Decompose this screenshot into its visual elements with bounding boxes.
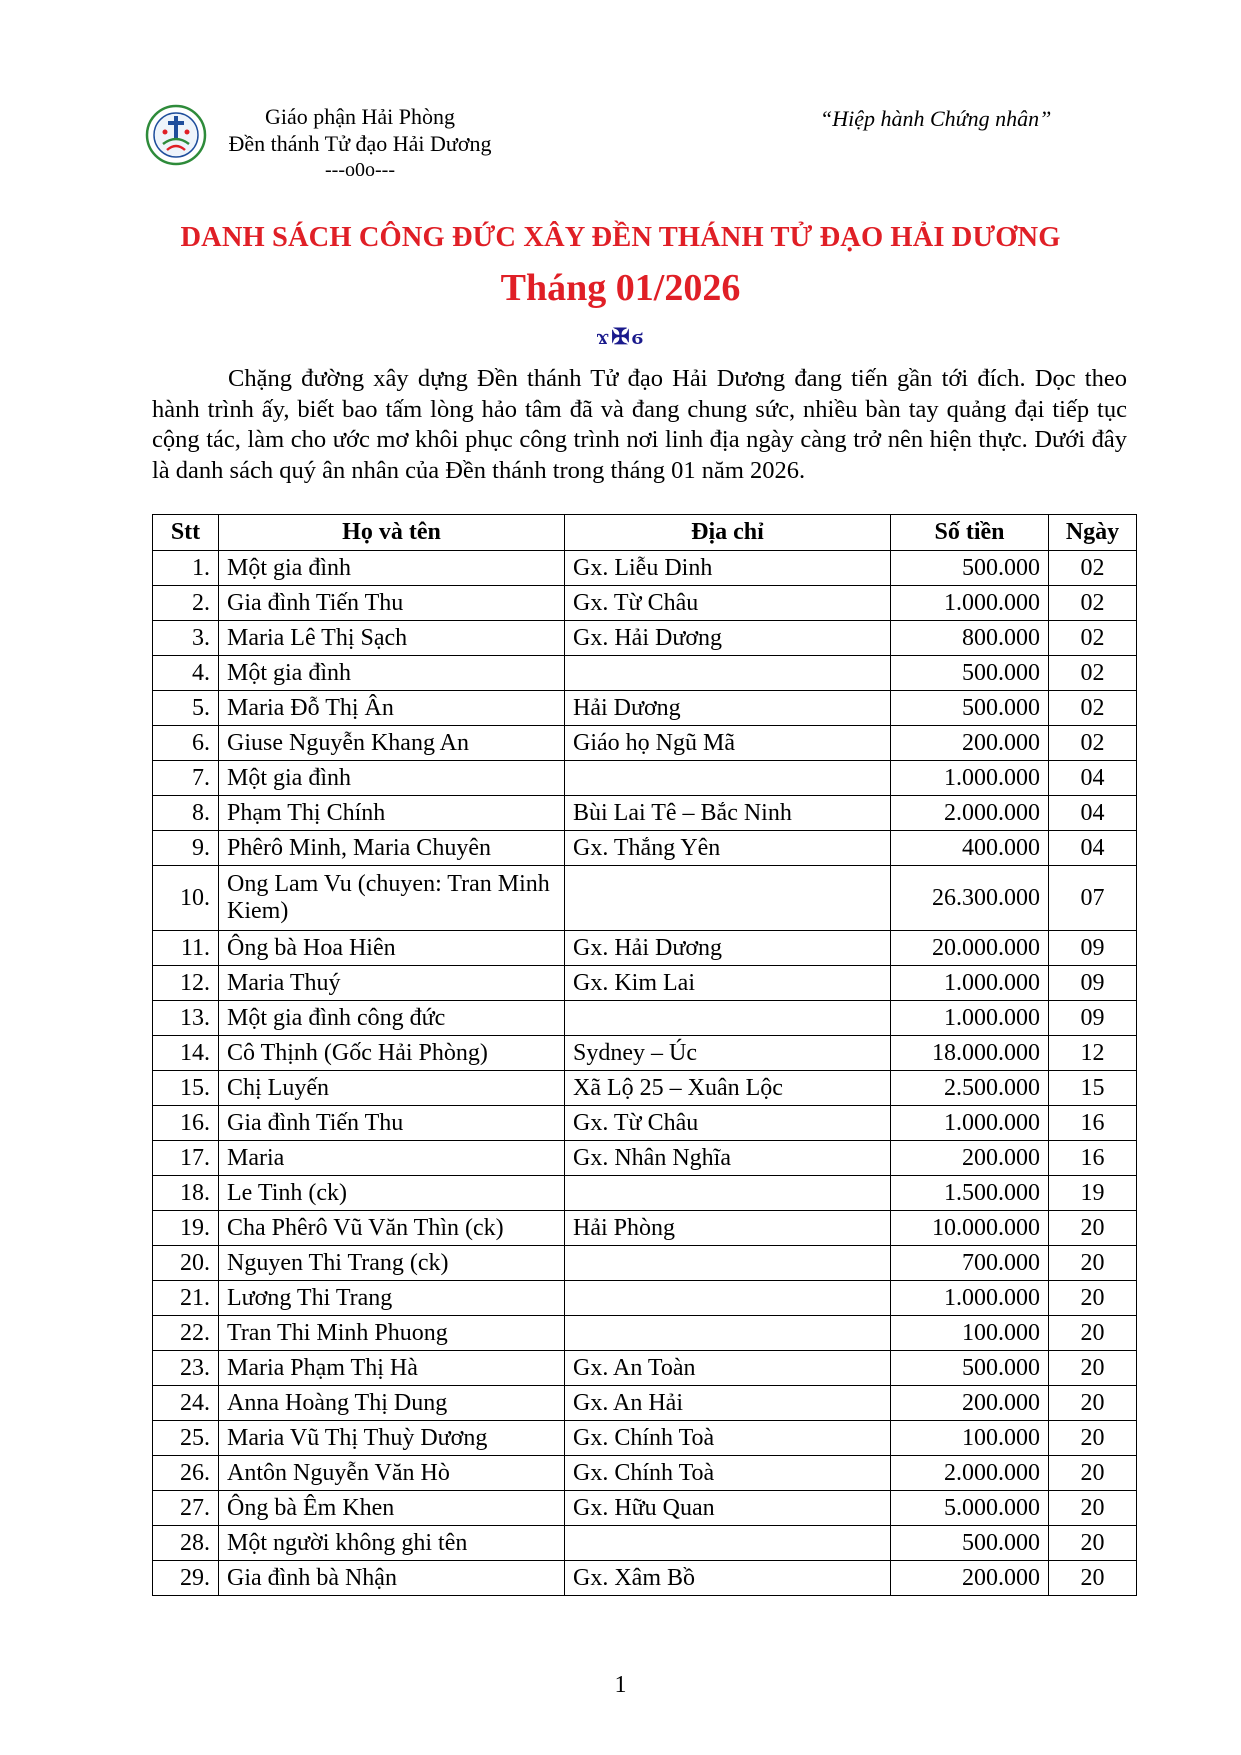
cell-stt: 5.	[153, 691, 219, 726]
cell-name: Một gia đình	[219, 761, 565, 796]
table-row	[153, 1281, 1137, 1316]
cell-day: 20	[1049, 1281, 1137, 1316]
header-separator: ---o0o---	[325, 159, 395, 181]
cell-day: 02	[1049, 691, 1137, 726]
cell-address: Gx. Hải Dương	[565, 621, 891, 656]
cell-amount: 1.000.000	[891, 966, 1049, 1001]
cell-stt: 25.	[153, 1421, 219, 1456]
document-subtitle: Tháng 01/2026	[500, 267, 741, 309]
cell-address: Hải Dương	[565, 691, 891, 726]
cell-name: Ông bà Êm Khen	[219, 1491, 565, 1526]
cell-address: Gx. Thắng Yên	[565, 831, 891, 866]
cell-stt: 22.	[153, 1316, 219, 1351]
shrine-name: Đền thánh Tử đạo Hải Dương	[228, 131, 492, 156]
intro-paragraph: Chặng đường xây dựng Đền thánh Tử đạo Hải Dương đang tiến gần tới đích. Dọc theo hành trình ấy, biết bao tấm lòng hảo tâm đã và đang chung sức, nhiều bàn tay quảng đại tiếp tục cộng tác, làm cho ước mơ khôi phục công trình nơi linh địa ngày càng trở nên hiện thực. Dưới đây là danh sách quý ân nhân của Đền thánh trong tháng 01 năm 2026.	[152, 365, 1127, 484]
cell-day: 12	[1049, 1036, 1137, 1071]
cell-address: Gx. Nhân Nghĩa	[565, 1141, 891, 1176]
cell-day: 19	[1049, 1176, 1137, 1211]
cell-amount: 1.000.000	[891, 1106, 1049, 1141]
donor-table-body	[153, 551, 1137, 1596]
cell-address	[565, 1246, 891, 1281]
header-stt: Stt	[153, 515, 219, 551]
cell-name: Một gia đình	[219, 656, 565, 691]
cell-name: Gia đình Tiến Thu	[219, 1106, 565, 1141]
diocese-name: Giáo phận Hải Phòng	[264, 104, 456, 129]
table-row	[153, 1386, 1137, 1421]
cell-stt: 16.	[153, 1106, 219, 1141]
cell-stt: 28.	[153, 1526, 219, 1561]
cell-address: Gx. Hải Dương	[565, 931, 891, 966]
cell-day: 20	[1049, 1456, 1137, 1491]
cell-day: 02	[1049, 726, 1137, 761]
cell-name: Gia đình bà Nhận	[219, 1561, 565, 1596]
cell-amount: 500.000	[891, 1351, 1049, 1386]
table-row	[153, 691, 1137, 726]
cell-name: Một gia đình công đức	[219, 1001, 565, 1036]
cell-amount: 500.000	[891, 656, 1049, 691]
table-row	[153, 1036, 1137, 1071]
cell-day: 20	[1049, 1561, 1137, 1596]
table-row	[153, 1526, 1137, 1561]
cell-name: Maria Lê Thị Sạch	[219, 621, 565, 656]
cell-amount: 10.000.000	[891, 1211, 1049, 1246]
cell-day: 02	[1049, 586, 1137, 621]
cell-amount: 500.000	[891, 691, 1049, 726]
cell-stt: 11.	[153, 931, 219, 966]
cell-stt: 6.	[153, 726, 219, 761]
cell-day: 09	[1049, 966, 1137, 1001]
cell-name: Phạm Thị Chính	[219, 796, 565, 831]
cell-address: Gx. Từ Châu	[565, 1106, 891, 1141]
cell-stt: 14.	[153, 1036, 219, 1071]
cell-stt: 21.	[153, 1281, 219, 1316]
cell-stt: 20.	[153, 1246, 219, 1281]
cell-stt: 3.	[153, 621, 219, 656]
cell-name: Maria Thuý	[219, 966, 565, 1001]
cell-amount: 1.000.000	[891, 1281, 1049, 1316]
cell-amount: 18.000.000	[891, 1036, 1049, 1071]
cell-address: Gx. Xâm Bồ	[565, 1561, 891, 1596]
cell-amount: 2.000.000	[891, 796, 1049, 831]
cell-address: Bùi Lai Tê – Bắc Ninh	[565, 796, 891, 831]
table-row	[153, 1491, 1137, 1526]
cell-name: Giuse Nguyễn Khang An	[219, 726, 565, 761]
cell-day: 20	[1049, 1386, 1137, 1421]
cell-amount: 1.000.000	[891, 1001, 1049, 1036]
cell-name: Tran Thi Minh Phuong	[219, 1316, 565, 1351]
cell-address: Gx. An Hải	[565, 1386, 891, 1421]
cell-address	[565, 1316, 891, 1351]
cell-stt: 29.	[153, 1561, 219, 1596]
page-number: 1	[614, 1672, 627, 1698]
cell-address	[565, 1281, 891, 1316]
cell-amount: 200.000	[891, 1141, 1049, 1176]
cell-amount: 100.000	[891, 1421, 1049, 1456]
cell-address: Gx. Kim Lai	[565, 966, 891, 1001]
ornament-divider: ϫ✠ϭ	[595, 324, 646, 349]
cell-amount: 500.000	[891, 551, 1049, 586]
cell-amount: 200.000	[891, 726, 1049, 761]
table-row	[153, 931, 1137, 966]
header-left	[200, 103, 520, 184]
motto: “Hiệp hành Chứng nhân”	[820, 106, 1052, 131]
cell-address	[565, 761, 891, 796]
cell-amount: 1.500.000	[891, 1176, 1049, 1211]
table-row	[153, 1001, 1137, 1036]
cell-name: Một người không ghi tên	[219, 1526, 565, 1561]
cell-amount: 400.000	[891, 831, 1049, 866]
header-amount: Số tiền	[891, 515, 1049, 551]
cell-day: 16	[1049, 1141, 1137, 1176]
cell-day: 04	[1049, 761, 1137, 796]
cell-stt: 17.	[153, 1141, 219, 1176]
cell-stt: 23.	[153, 1351, 219, 1386]
cell-amount: 1.000.000	[891, 761, 1049, 796]
cell-day: 20	[1049, 1491, 1137, 1526]
cell-amount: 100.000	[891, 1316, 1049, 1351]
cell-address: Hải Phòng	[565, 1211, 891, 1246]
cell-stt: 10.	[153, 866, 219, 931]
cell-stt: 2.	[153, 586, 219, 621]
cell-day: 09	[1049, 931, 1137, 966]
cell-name: Antôn Nguyễn Văn Hò	[219, 1456, 565, 1491]
cell-name: Le Tinh (ck)	[219, 1176, 565, 1211]
cell-day: 20	[1049, 1526, 1137, 1561]
cell-amount: 200.000	[891, 1561, 1049, 1596]
table-row	[153, 551, 1137, 586]
cell-stt: 9.	[153, 831, 219, 866]
header-name: Họ và tên	[219, 515, 565, 551]
cell-stt: 26.	[153, 1456, 219, 1491]
cell-address: Gx. An Toàn	[565, 1351, 891, 1386]
cell-address: Gx. Từ Châu	[565, 586, 891, 621]
table-row	[153, 796, 1137, 831]
table-row	[153, 1561, 1137, 1596]
cell-name: Anna Hoàng Thị Dung	[219, 1386, 565, 1421]
table-row	[153, 831, 1137, 866]
donor-table	[152, 514, 1137, 1596]
cell-day: 04	[1049, 831, 1137, 866]
table-row	[153, 1141, 1137, 1176]
cell-name: Cha Phêrô Vũ Văn Thìn (ck)	[219, 1211, 565, 1246]
cell-amount: 500.000	[891, 1526, 1049, 1561]
table-row	[153, 1071, 1137, 1106]
cell-day: 09	[1049, 1001, 1137, 1036]
table-row	[153, 726, 1137, 761]
cell-name: Ông bà Hoa Hiên	[219, 931, 565, 966]
table-row	[153, 1246, 1137, 1281]
cell-stt: 13.	[153, 1001, 219, 1036]
cell-amount: 2.500.000	[891, 1071, 1049, 1106]
table-row	[153, 761, 1137, 796]
header-address: Địa chỉ	[565, 515, 891, 551]
cell-address	[565, 656, 891, 691]
cell-address	[565, 1176, 891, 1211]
cell-day: 02	[1049, 551, 1137, 586]
table-row	[153, 1106, 1137, 1141]
cell-address: Gx. Hữu Quan	[565, 1491, 891, 1526]
table-row	[153, 966, 1137, 1001]
cell-stt: 15.	[153, 1071, 219, 1106]
table-row	[153, 621, 1137, 656]
cell-day: 15	[1049, 1071, 1137, 1106]
cell-amount: 20.000.000	[891, 931, 1049, 966]
cell-stt: 4.	[153, 656, 219, 691]
table-row	[153, 586, 1137, 621]
cell-address: Gx. Liễu Dinh	[565, 551, 891, 586]
table-row	[153, 1316, 1137, 1351]
cell-name: Lương Thi Trang	[219, 1281, 565, 1316]
cell-stt: 24.	[153, 1386, 219, 1421]
table-row	[153, 1351, 1137, 1386]
cell-stt: 27.	[153, 1491, 219, 1526]
cell-address	[565, 1001, 891, 1036]
cell-amount: 26.300.000	[891, 866, 1049, 931]
table-header-row	[153, 515, 1137, 551]
cell-address: Sydney – Úc	[565, 1036, 891, 1071]
table-row	[153, 1176, 1137, 1211]
cell-name: Maria Vũ Thị Thuỳ Dương	[219, 1421, 565, 1456]
cell-day: 16	[1049, 1106, 1137, 1141]
cell-stt: 12.	[153, 966, 219, 1001]
table-row	[153, 1211, 1137, 1246]
header-day: Ngày	[1049, 515, 1137, 551]
cell-day: 20	[1049, 1351, 1137, 1386]
cell-stt: 8.	[153, 796, 219, 831]
cell-amount: 2.000.000	[891, 1456, 1049, 1491]
cell-name: Một gia đình	[219, 551, 565, 586]
cell-amount: 700.000	[891, 1246, 1049, 1281]
cell-address	[565, 866, 891, 931]
cell-address: Gx. Chính Toà	[565, 1421, 891, 1456]
cell-name: Ong Lam Vu (chuyen: Tran Minh Kiem)	[219, 866, 565, 931]
cell-stt: 7.	[153, 761, 219, 796]
cell-name: Maria	[219, 1141, 565, 1176]
table-row	[153, 866, 1137, 931]
cell-name: Gia đình Tiến Thu	[219, 586, 565, 621]
cell-day: 20	[1049, 1421, 1137, 1456]
cell-day: 07	[1049, 866, 1137, 931]
table-row	[153, 1456, 1137, 1491]
cell-day: 20	[1049, 1246, 1137, 1281]
cell-day: 04	[1049, 796, 1137, 831]
cell-address	[565, 1526, 891, 1561]
cell-name: Nguyen Thi Trang (ck)	[219, 1246, 565, 1281]
cell-name: Chị Luyến	[219, 1071, 565, 1106]
cell-stt: 1.	[153, 551, 219, 586]
table-row	[153, 1421, 1137, 1456]
cell-address: Xã Lộ 25 – Xuân Lộc	[565, 1071, 891, 1106]
table-row	[153, 656, 1137, 691]
cell-amount: 1.000.000	[891, 586, 1049, 621]
cell-day: 20	[1049, 1211, 1137, 1246]
cell-name: Maria Đỗ Thị Ân	[219, 691, 565, 726]
cell-stt: 18.	[153, 1176, 219, 1211]
cell-day: 20	[1049, 1316, 1137, 1351]
cell-amount: 5.000.000	[891, 1491, 1049, 1526]
cell-address: Gx. Chính Toà	[565, 1456, 891, 1491]
cell-day: 02	[1049, 621, 1137, 656]
cell-address: Giáo họ Ngũ Mã	[565, 726, 891, 761]
cell-name: Cô Thịnh (Gốc Hải Phòng)	[219, 1036, 565, 1071]
cell-amount: 200.000	[891, 1386, 1049, 1421]
document-title: DANH SÁCH CÔNG ĐỨC XÂY ĐỀN THÁNH TỬ ĐẠO HẢI DƯƠNG	[180, 222, 1061, 253]
cell-name: Maria Phạm Thị Hà	[219, 1351, 565, 1386]
diocese-logo-icon	[145, 104, 207, 166]
cell-name: Phêrô Minh, Maria Chuyên	[219, 831, 565, 866]
cell-stt: 19.	[153, 1211, 219, 1246]
cell-amount: 800.000	[891, 621, 1049, 656]
cell-day: 02	[1049, 656, 1137, 691]
